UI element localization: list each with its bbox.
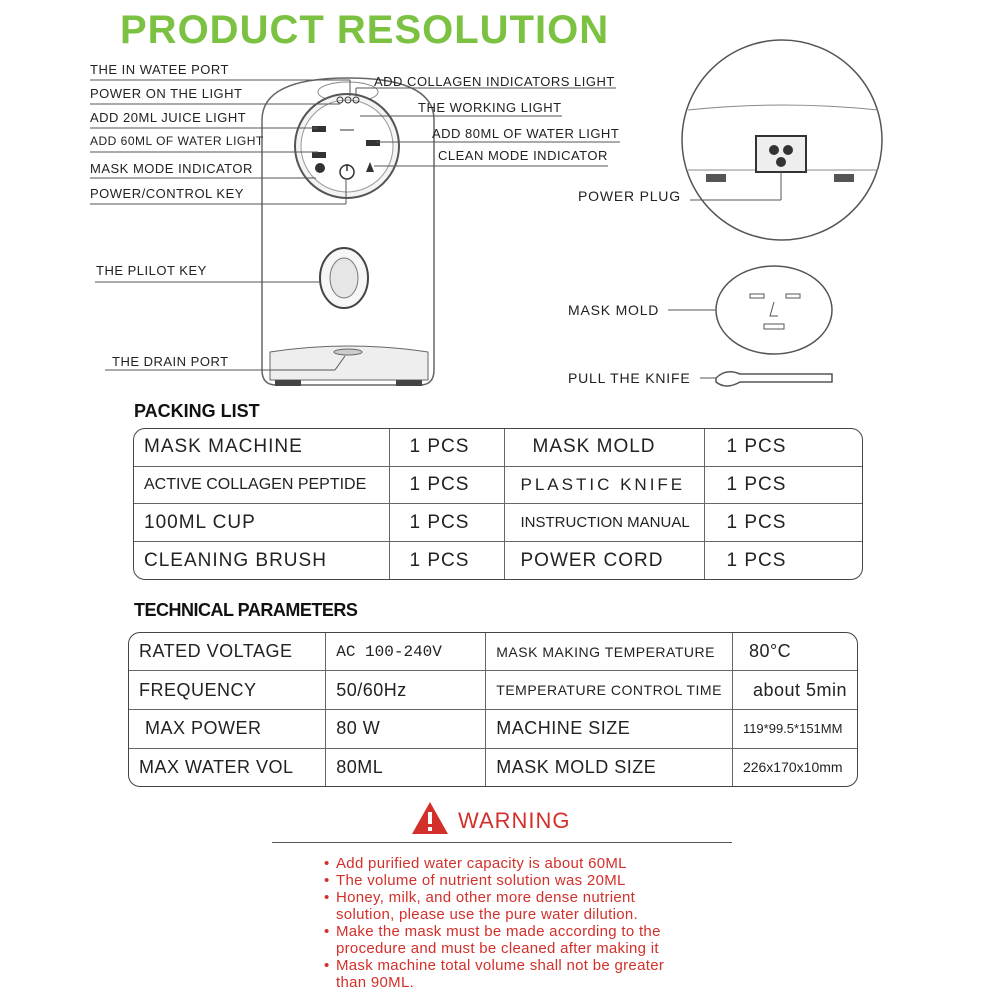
param-name: TEMPERATURE CONTROL TIME xyxy=(486,671,733,710)
param-value: 80ML xyxy=(326,748,486,786)
item-qty: 1 PCS xyxy=(726,549,787,571)
drain-port xyxy=(334,349,362,355)
label-pilot-key: THE PLILOT KEY xyxy=(96,263,207,278)
warning-title: WARNING xyxy=(458,808,571,833)
param-name: MACHINE SIZE xyxy=(486,709,733,748)
item-name: POWER CORD xyxy=(504,542,704,579)
table-row xyxy=(134,542,862,579)
warning-list xyxy=(324,855,711,991)
label-add-80ml-water: ADD 80ML OF WATER LIGHT xyxy=(432,126,620,141)
param-value: 80°C xyxy=(732,633,857,671)
warning-item: • Mask machine total volume shall not be greater than 90ML. xyxy=(324,957,666,991)
table-row xyxy=(129,709,857,748)
label-add-60ml-water: ADD 60ML OF WATER LIGHT xyxy=(90,134,264,148)
item-qty: 1 PCS xyxy=(389,466,504,504)
packing-list-table xyxy=(133,428,863,580)
knife-shape xyxy=(716,372,832,386)
item-qty: 1 PCS xyxy=(704,504,862,542)
param-name: MAX WATER VOL xyxy=(129,748,326,786)
label-clean-mode: CLEAN MODE INDICATOR xyxy=(438,148,608,163)
param-name: MASK MOLD SIZE xyxy=(486,748,733,786)
mask-mode-icon xyxy=(315,163,325,173)
param-value: 226x170x10mm xyxy=(742,759,843,776)
label-add-20ml-juice: ADD 20ML JUICE LIGHT xyxy=(90,110,247,125)
item-qty: 1 PCS xyxy=(704,466,862,504)
label-drain-port: THE DRAIN PORT xyxy=(112,354,229,369)
label-power-on-light: POWER ON THE LIGHT xyxy=(90,86,243,101)
table-row xyxy=(134,504,862,542)
param-value: about 5min xyxy=(732,671,857,710)
warning-icon xyxy=(410,800,450,836)
item-name: CLEANING BRUSH xyxy=(134,542,389,579)
param-name: FREQUENCY xyxy=(129,671,326,710)
param-name: MASK MAKING TEMPERATURE xyxy=(486,633,733,671)
item-qty: 1 PCS xyxy=(389,429,504,466)
table-row xyxy=(129,748,857,786)
param-value: AC 100-240V xyxy=(326,633,486,671)
warning-divider xyxy=(272,842,732,843)
param-name: MAX POWER xyxy=(129,709,326,748)
label-mask-mode: MASK MODE INDICATOR xyxy=(90,161,253,176)
warning-item: • Honey, milk, and other more dense nutrient solution, please use the pure water dilution. xyxy=(324,889,696,923)
table-row xyxy=(134,466,862,504)
item-name: INSTRUCTION MANUAL xyxy=(504,504,704,542)
item-name: MASK MACHINE xyxy=(134,429,389,466)
mask-mold-shape xyxy=(716,266,832,354)
page-title: PRODUCT RESOLUTION xyxy=(120,8,610,52)
technical-table xyxy=(128,632,858,787)
item-qty: 1 PCS xyxy=(389,542,504,579)
param-value: 80 W xyxy=(326,709,486,748)
table-row xyxy=(129,671,857,710)
item-qty: 1 PCS xyxy=(389,504,504,542)
label-mask-mold: MASK MOLD xyxy=(568,302,660,318)
table-row xyxy=(134,429,862,466)
warning-item: • Make the mask must be made according to the procedure and must be cleaned after making it xyxy=(324,923,711,957)
item-name: 100ML CUP xyxy=(134,504,389,542)
warning-item: • The volume of nutrient solution was 20ML xyxy=(324,872,711,889)
item-name: MASK MOLD xyxy=(504,429,704,466)
packing-list-heading: PACKING LIST xyxy=(134,401,260,421)
param-value: 119*99.5*151MM xyxy=(732,709,857,748)
label-power-plug: POWER PLUG xyxy=(578,188,681,204)
item-name: ACTIVE COLLAGEN PEPTIDE xyxy=(134,466,389,504)
item-qty: 1 PCS xyxy=(704,429,862,466)
warning-item: • Add purified water capacity is about 60ML xyxy=(324,855,711,872)
item-name: PLASTIC KNIFE xyxy=(504,466,704,504)
label-working-light: THE WORKING LIGHT xyxy=(418,100,562,115)
label-collagen-light: ADD COLLAGEN INDICATORS LIGHT xyxy=(374,74,615,89)
param-value: 50/60Hz xyxy=(326,671,486,710)
label-power-key: POWER/CONTROL KEY xyxy=(90,186,244,201)
label-pull-knife: PULL THE KNIFE xyxy=(568,370,691,386)
label-in-water-port: THE IN WATEE PORT xyxy=(90,62,229,77)
technical-heading: TECHNICAL PARAMETERS xyxy=(134,600,358,620)
table-row xyxy=(129,633,857,671)
param-name: RATED VOLTAGE xyxy=(129,633,326,671)
